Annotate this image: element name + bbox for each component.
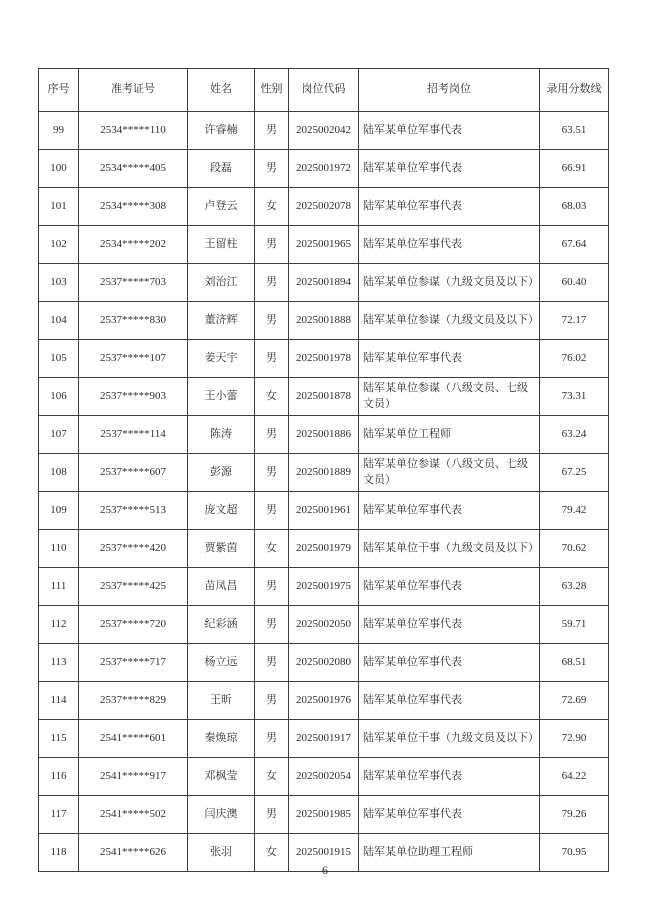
cell-score_line: 60.40 (540, 264, 609, 302)
cell-name: 段磊 (188, 150, 255, 188)
header-cell-name: 姓名 (188, 69, 255, 112)
cell-gender: 男 (255, 682, 289, 720)
cell-position_code: 2025001894 (289, 264, 359, 302)
cell-score_line: 76.02 (540, 340, 609, 378)
cell-score_line: 63.28 (540, 568, 609, 606)
cell-gender: 男 (255, 416, 289, 454)
cell-index: 107 (39, 416, 79, 454)
cell-position: 陆军某单位参谋（八级文员、七级文员） (359, 454, 540, 492)
cell-position_code: 2025001976 (289, 682, 359, 720)
cell-position: 陆军某单位参谋（八级文员、七级文员） (359, 378, 540, 416)
table-row (39, 644, 609, 682)
page-number: 6 (322, 863, 328, 877)
cell-position: 陆军某单位军事代表 (359, 340, 540, 378)
cell-score_line: 68.51 (540, 644, 609, 682)
header-cell-position: 招考岗位 (359, 69, 540, 112)
table-row (39, 530, 609, 568)
cell-position_code: 2025002078 (289, 188, 359, 226)
cell-exam_id: 2537*****830 (79, 302, 188, 340)
cell-gender: 女 (255, 758, 289, 796)
cell-position_code: 2025001915 (289, 834, 359, 872)
cell-position: 陆军某单位助理工程师 (359, 834, 540, 872)
cell-position_code: 2025001878 (289, 378, 359, 416)
cell-position_code: 2025001979 (289, 530, 359, 568)
cell-score_line: 67.25 (540, 454, 609, 492)
cell-exam_id: 2534*****110 (79, 112, 188, 150)
cell-gender: 女 (255, 188, 289, 226)
cell-name: 王留柱 (188, 226, 255, 264)
cell-score_line: 72.17 (540, 302, 609, 340)
header-cell-position_code: 岗位代码 (289, 69, 359, 112)
cell-exam_id: 2541*****626 (79, 834, 188, 872)
cell-name: 许睿楠 (188, 112, 255, 150)
cell-index: 116 (39, 758, 79, 796)
table-row (39, 150, 609, 188)
cell-gender: 男 (255, 150, 289, 188)
cell-position_code: 2025001975 (289, 568, 359, 606)
cell-score_line: 73.31 (540, 378, 609, 416)
table-row (39, 264, 609, 302)
table-header-row (39, 69, 609, 112)
cell-position_code: 2025001889 (289, 454, 359, 492)
cell-exam_id: 2534*****405 (79, 150, 188, 188)
cell-name: 王小蕾 (188, 378, 255, 416)
cell-score_line: 79.26 (540, 796, 609, 834)
cell-name: 姜天宇 (188, 340, 255, 378)
cell-index: 105 (39, 340, 79, 378)
cell-index: 117 (39, 796, 79, 834)
cell-exam_id: 2534*****308 (79, 188, 188, 226)
cell-score_line: 72.69 (540, 682, 609, 720)
cell-exam_id: 2537*****717 (79, 644, 188, 682)
table-row (39, 492, 609, 530)
cell-gender: 男 (255, 340, 289, 378)
cell-index: 101 (39, 188, 79, 226)
cell-name: 秦焕琼 (188, 720, 255, 758)
cell-position: 陆军某单位军事代表 (359, 644, 540, 682)
score-table (38, 68, 609, 872)
table-row (39, 606, 609, 644)
cell-gender: 女 (255, 834, 289, 872)
table-row (39, 682, 609, 720)
cell-score_line: 64.22 (540, 758, 609, 796)
cell-position: 陆军某单位军事代表 (359, 226, 540, 264)
cell-position: 陆军某单位干事（九级文员及以下） (359, 720, 540, 758)
table-row (39, 416, 609, 454)
cell-exam_id: 2541*****917 (79, 758, 188, 796)
cell-position: 陆军某单位军事代表 (359, 188, 540, 226)
cell-gender: 男 (255, 492, 289, 530)
cell-name: 邓枫莹 (188, 758, 255, 796)
cell-exam_id: 2534*****202 (79, 226, 188, 264)
cell-position: 陆军某单位军事代表 (359, 758, 540, 796)
cell-position_code: 2025001886 (289, 416, 359, 454)
cell-gender: 女 (255, 530, 289, 568)
cell-position: 陆军某单位军事代表 (359, 606, 540, 644)
cell-name: 庞文超 (188, 492, 255, 530)
cell-gender: 男 (255, 644, 289, 682)
cell-score_line: 70.95 (540, 834, 609, 872)
table-row (39, 720, 609, 758)
cell-gender: 男 (255, 720, 289, 758)
cell-exam_id: 2537*****829 (79, 682, 188, 720)
cell-index: 104 (39, 302, 79, 340)
cell-index: 102 (39, 226, 79, 264)
cell-score_line: 63.24 (540, 416, 609, 454)
cell-score_line: 66.91 (540, 150, 609, 188)
cell-name: 张羽 (188, 834, 255, 872)
cell-gender: 男 (255, 226, 289, 264)
cell-index: 118 (39, 834, 79, 872)
cell-exam_id: 2541*****601 (79, 720, 188, 758)
cell-position_code: 2025001888 (289, 302, 359, 340)
cell-position: 陆军某单位军事代表 (359, 568, 540, 606)
table-row (39, 112, 609, 150)
cell-position_code: 2025001917 (289, 720, 359, 758)
cell-exam_id: 2537*****114 (79, 416, 188, 454)
cell-index: 100 (39, 150, 79, 188)
cell-name: 纪彩涵 (188, 606, 255, 644)
cell-name: 贾紫茵 (188, 530, 255, 568)
cell-position: 陆军某单位军事代表 (359, 796, 540, 834)
table-row (39, 454, 609, 492)
cell-index: 112 (39, 606, 79, 644)
cell-index: 108 (39, 454, 79, 492)
cell-exam_id: 2537*****420 (79, 530, 188, 568)
cell-name: 董济辉 (188, 302, 255, 340)
cell-index: 99 (39, 112, 79, 150)
cell-name: 闫庆澳 (188, 796, 255, 834)
cell-score_line: 72.90 (540, 720, 609, 758)
cell-gender: 男 (255, 606, 289, 644)
cell-position_code: 2025001965 (289, 226, 359, 264)
cell-gender: 男 (255, 302, 289, 340)
cell-exam_id: 2537*****703 (79, 264, 188, 302)
cell-position_code: 2025001961 (289, 492, 359, 530)
cell-position: 陆军某单位干事（九级文员及以下） (359, 530, 540, 568)
cell-position_code: 2025002042 (289, 112, 359, 150)
table-body (39, 112, 609, 872)
cell-exam_id: 2537*****720 (79, 606, 188, 644)
cell-gender: 男 (255, 112, 289, 150)
cell-exam_id: 2537*****903 (79, 378, 188, 416)
table-row (39, 796, 609, 834)
cell-exam_id: 2541*****502 (79, 796, 188, 834)
cell-gender: 男 (255, 454, 289, 492)
cell-name: 卢登云 (188, 188, 255, 226)
table-row (39, 568, 609, 606)
cell-index: 111 (39, 568, 79, 606)
cell-gender: 女 (255, 378, 289, 416)
cell-index: 110 (39, 530, 79, 568)
cell-position_code: 2025002050 (289, 606, 359, 644)
header-cell-gender: 性别 (255, 69, 289, 112)
cell-gender: 男 (255, 796, 289, 834)
cell-score_line: 67.64 (540, 226, 609, 264)
cell-name: 王昕 (188, 682, 255, 720)
cell-name: 苗凤昌 (188, 568, 255, 606)
cell-index: 114 (39, 682, 79, 720)
cell-score_line: 79.42 (540, 492, 609, 530)
cell-position: 陆军某单位工程师 (359, 416, 540, 454)
table-row (39, 302, 609, 340)
cell-score_line: 59.71 (540, 606, 609, 644)
table-row (39, 226, 609, 264)
cell-name: 彭源 (188, 454, 255, 492)
cell-index: 113 (39, 644, 79, 682)
cell-position: 陆军某单位军事代表 (359, 150, 540, 188)
table-row (39, 188, 609, 226)
cell-position: 陆军某单位参谋（九级文员及以下） (359, 302, 540, 340)
table-row (39, 758, 609, 796)
cell-name: 刘治江 (188, 264, 255, 302)
cell-position: 陆军某单位参谋（九级文员及以下） (359, 264, 540, 302)
cell-score_line: 63.51 (540, 112, 609, 150)
table-row (39, 340, 609, 378)
cell-exam_id: 2537*****425 (79, 568, 188, 606)
cell-gender: 男 (255, 568, 289, 606)
cell-position_code: 2025001985 (289, 796, 359, 834)
header-cell-score_line: 录用分数线 (540, 69, 609, 112)
header-cell-index: 序号 (39, 69, 79, 112)
cell-score_line: 68.03 (540, 188, 609, 226)
cell-name: 陈涛 (188, 416, 255, 454)
cell-position: 陆军某单位军事代表 (359, 112, 540, 150)
cell-index: 109 (39, 492, 79, 530)
cell-position_code: 2025001978 (289, 340, 359, 378)
header-cell-exam_id: 准考证号 (79, 69, 188, 112)
cell-exam_id: 2537*****107 (79, 340, 188, 378)
cell-index: 115 (39, 720, 79, 758)
cell-name: 杨立远 (188, 644, 255, 682)
table-row (39, 378, 609, 416)
cell-position: 陆军某单位军事代表 (359, 682, 540, 720)
cell-exam_id: 2537*****607 (79, 454, 188, 492)
cell-position_code: 2025002080 (289, 644, 359, 682)
cell-position_code: 2025001972 (289, 150, 359, 188)
cell-position: 陆军某单位军事代表 (359, 492, 540, 530)
cell-index: 106 (39, 378, 79, 416)
cell-exam_id: 2537*****513 (79, 492, 188, 530)
cell-score_line: 70.62 (540, 530, 609, 568)
cell-gender: 男 (255, 264, 289, 302)
cell-position_code: 2025002054 (289, 758, 359, 796)
cell-index: 103 (39, 264, 79, 302)
